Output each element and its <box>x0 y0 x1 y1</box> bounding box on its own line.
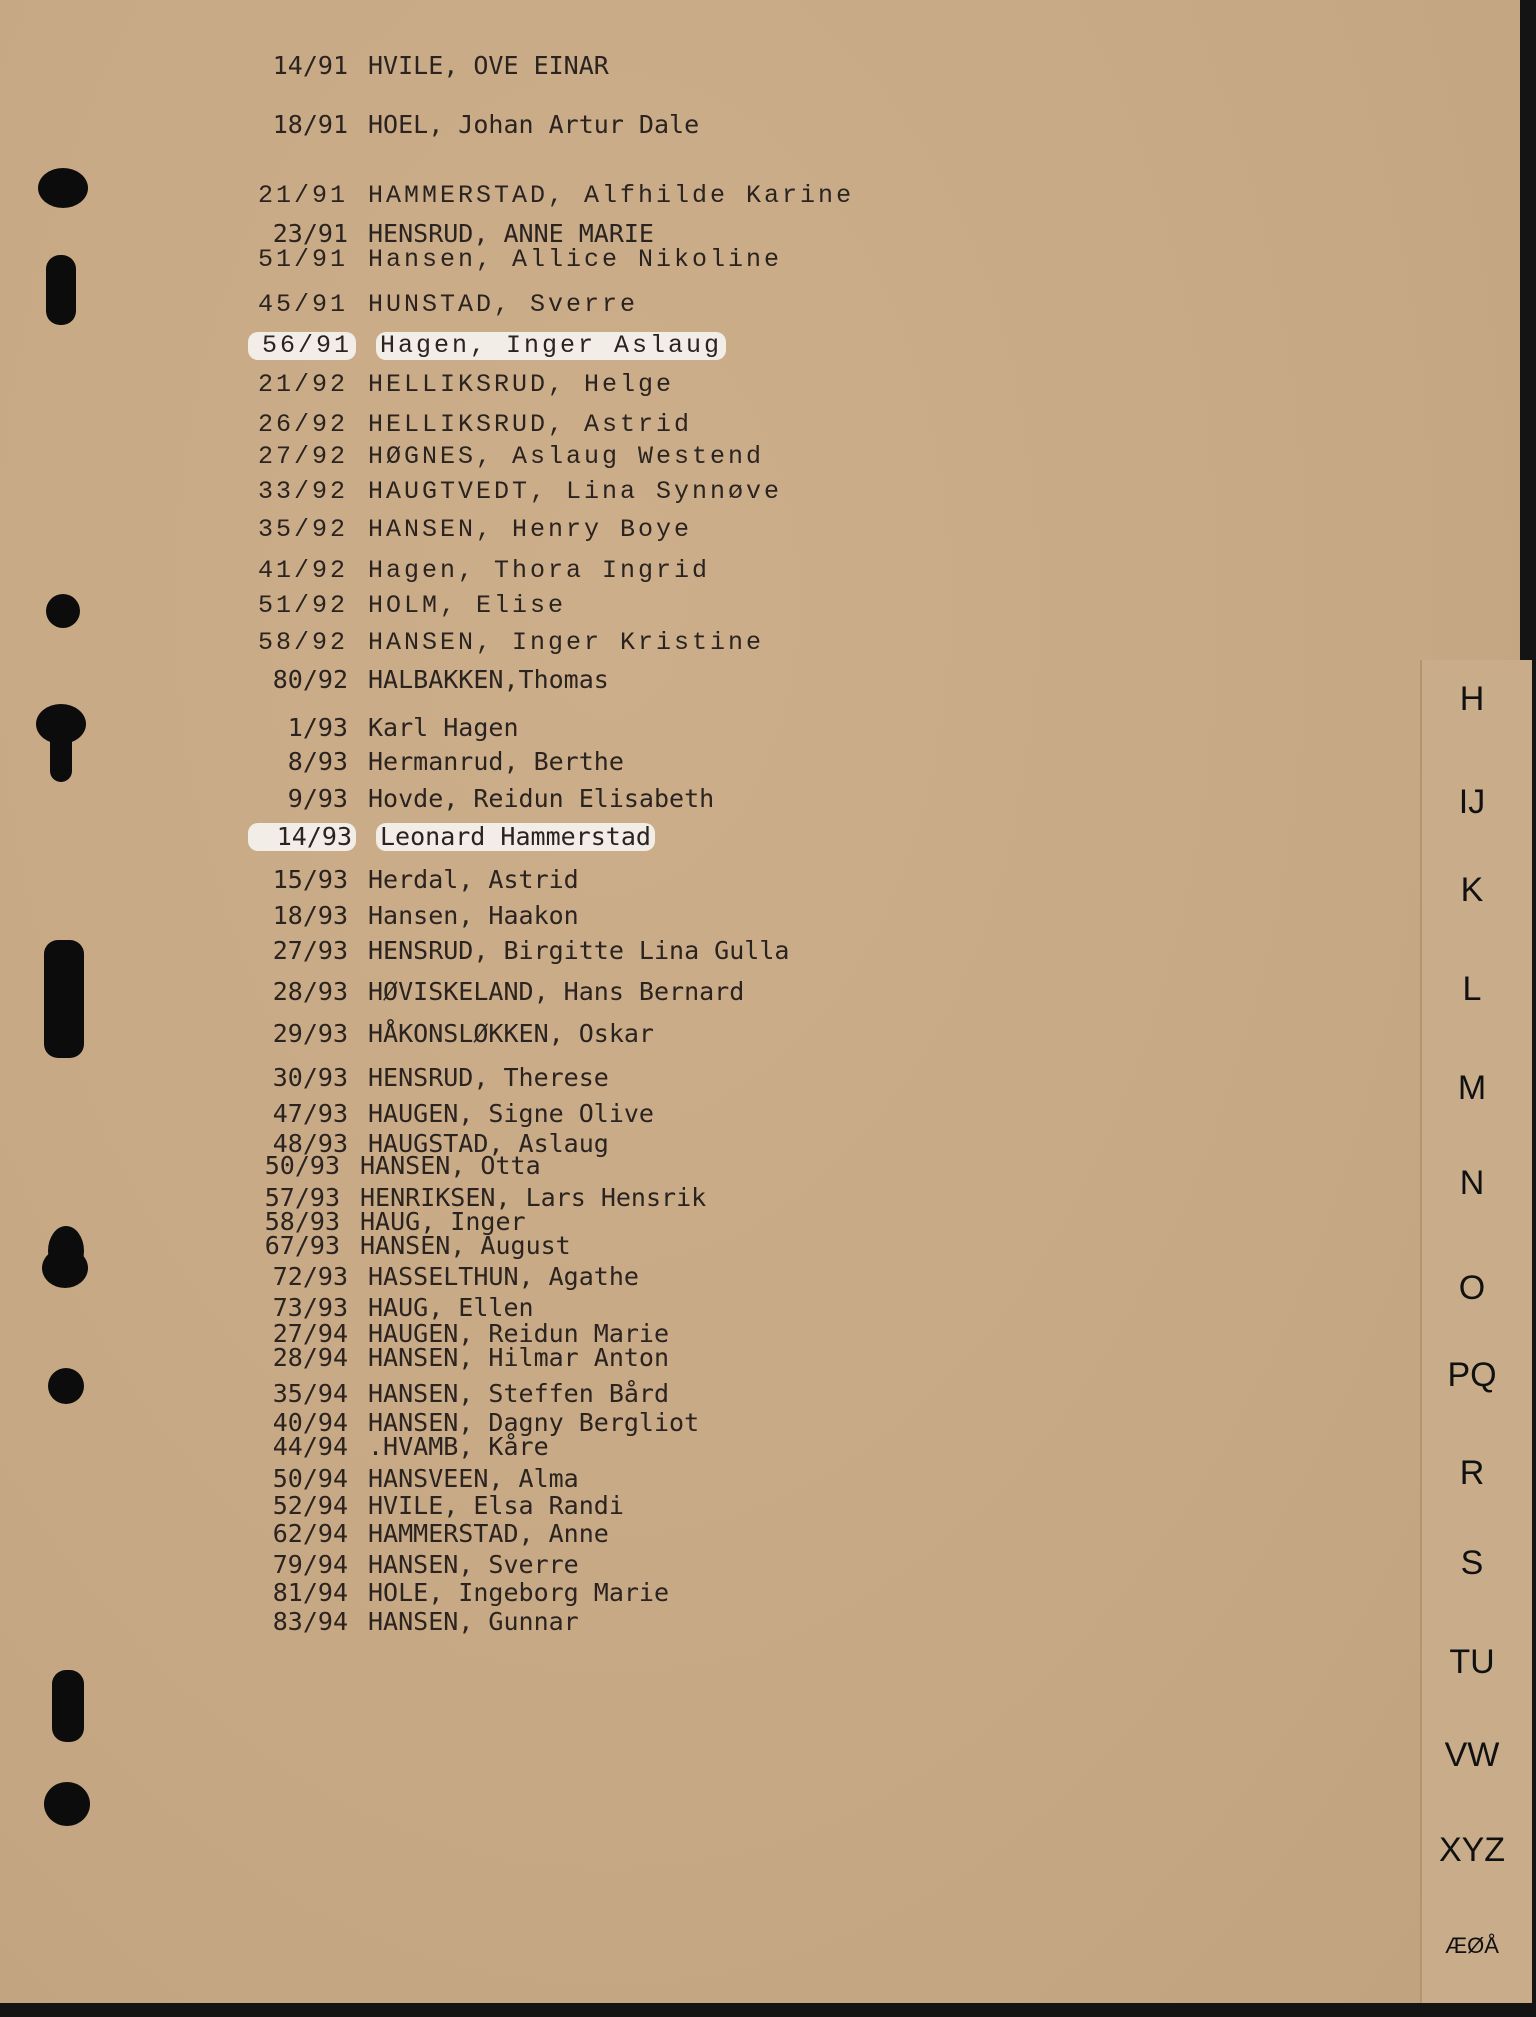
case-number: 73/93 <box>272 1293 348 1322</box>
case-number: 81/94 <box>272 1578 348 1607</box>
person-name: HANSEN, Gunnar <box>368 1607 579 1636</box>
case-number: 33/92 <box>257 477 348 506</box>
register-row <box>248 629 764 657</box>
person-name: HALBAKKEN,Thomas <box>368 665 609 694</box>
person-name: Hermanrud, Berthe <box>368 747 624 776</box>
person-name: Hovde, Reidun Elisabeth <box>368 784 715 813</box>
case-number: 79/94 <box>272 1550 348 1579</box>
index-tab-tu[interactable]: TU <box>1449 1643 1495 1681</box>
person-name: HENRIKSEN, Lars Hensrik <box>360 1183 707 1212</box>
case-number: 58/92 <box>257 628 348 657</box>
binder-hole <box>42 1248 88 1288</box>
person-name: HANSEN, Dagny Bergliot <box>368 1408 700 1437</box>
register-row <box>248 1263 639 1291</box>
register-row <box>248 1551 579 1579</box>
case-number: 15/93 <box>272 865 348 894</box>
person-name: .HVAMB, Kåre <box>368 1432 549 1461</box>
case-number: 83/94 <box>272 1607 348 1636</box>
case-number: 72/93 <box>272 1262 348 1291</box>
case-number: 8/93 <box>287 747 348 776</box>
register-row <box>248 443 764 471</box>
register-row-highlighted <box>248 332 726 360</box>
person-name: HANSEN, Steffen Bård <box>368 1379 670 1408</box>
person-name: HELLIKSRUD, Astrid <box>368 410 693 439</box>
person-name: Karl Hagen <box>368 713 519 742</box>
binder-hole <box>48 1368 84 1404</box>
person-name: Leonard Hammerstad <box>376 823 655 851</box>
case-number: 23/91 <box>272 219 348 248</box>
case-number: 14/93 <box>248 823 356 851</box>
binder-slot <box>44 940 84 1058</box>
case-number: 44/94 <box>272 1432 348 1461</box>
register-row <box>248 748 624 776</box>
register-row <box>248 1608 579 1636</box>
person-name: HENSRUD, Therese <box>368 1063 609 1092</box>
case-number: 50/94 <box>272 1464 348 1493</box>
binder-slot <box>46 255 76 325</box>
person-name: HØVISKELAND, Hans Bernard <box>368 977 745 1006</box>
register-row <box>248 1020 654 1048</box>
case-number: 56/91 <box>248 332 356 360</box>
case-number: 21/92 <box>257 370 348 399</box>
binder-hole <box>44 1782 90 1826</box>
register-row <box>248 1579 669 1607</box>
index-tab-s[interactable]: S <box>1460 1544 1484 1582</box>
index-tab-xyz[interactable]: XYZ <box>1438 1831 1506 1869</box>
register-row <box>248 478 782 506</box>
register-row <box>248 182 854 210</box>
register-row <box>248 666 609 694</box>
register-row <box>248 1344 669 1372</box>
person-name: HAUGTVEDT, Lina Synnøve <box>368 477 783 506</box>
register-row <box>248 1380 669 1408</box>
index-tab-strip <box>1420 660 1532 2003</box>
index-tab-k[interactable]: K <box>1460 871 1484 909</box>
person-name: HASSELTHUN, Agathe <box>368 1262 639 1291</box>
case-number: 18/91 <box>272 110 348 139</box>
register-row <box>240 1152 541 1180</box>
index-tab-r[interactable]: R <box>1459 1454 1485 1492</box>
person-name: Herdal, Astrid <box>368 865 579 894</box>
register-row <box>248 714 519 742</box>
case-number: 28/93 <box>272 977 348 1006</box>
register-row <box>240 1232 571 1260</box>
case-number: 52/94 <box>272 1491 348 1520</box>
register-row <box>248 1100 654 1128</box>
person-name: Hansen, Haakon <box>368 901 579 930</box>
index-tab-o[interactable]: O <box>1458 1269 1486 1307</box>
register-row <box>248 1433 549 1461</box>
binder-hole <box>46 594 80 628</box>
case-number: 35/94 <box>272 1379 348 1408</box>
case-number: 21/91 <box>257 181 348 210</box>
register-row <box>248 1064 609 1092</box>
case-number: 27/94 <box>272 1319 348 1348</box>
person-name: HOLM, Elise <box>368 591 567 620</box>
case-number: 40/94 <box>272 1408 348 1437</box>
case-number: 58/93 <box>264 1207 340 1236</box>
person-name: HØGNES, Aslaug Westend <box>368 442 765 471</box>
register-row <box>248 902 579 930</box>
case-number: 26/92 <box>257 410 348 439</box>
index-tab-m[interactable]: M <box>1457 1069 1487 1107</box>
case-number: 47/93 <box>272 1099 348 1128</box>
register-row <box>248 1294 534 1322</box>
case-number: 27/92 <box>257 442 348 471</box>
person-name: HANSEN, Henry Boye <box>368 515 693 544</box>
register-row <box>248 592 566 620</box>
person-name: HANSEN, Hilmar Anton <box>368 1343 670 1372</box>
person-name: HAUG, Inger <box>360 1207 526 1236</box>
person-name: HAUGEN, Signe Olive <box>368 1099 654 1128</box>
register-row <box>248 937 789 965</box>
index-tab-n[interactable]: N <box>1459 1164 1485 1202</box>
register-row <box>248 516 692 544</box>
case-number: 80/92 <box>272 665 348 694</box>
person-name: Hagen, Thora Ingrid <box>368 556 711 585</box>
person-name: Hagen, Inger Aslaug <box>376 332 726 360</box>
person-name: HANSEN, August <box>360 1231 571 1260</box>
person-name: HENSRUD, Birgitte Lina Gulla <box>368 936 790 965</box>
person-name: HAUG, Ellen <box>368 1293 534 1322</box>
register-row <box>248 1465 579 1493</box>
person-name: HELLIKSRUD, Helge <box>368 370 675 399</box>
register-row <box>248 785 714 813</box>
register-row <box>248 111 699 139</box>
case-number: 27/93 <box>272 936 348 965</box>
register-row <box>248 371 674 399</box>
case-number: 51/92 <box>257 591 348 620</box>
person-name: HVILE, OVE EINAR <box>368 51 609 80</box>
case-number: 62/94 <box>272 1519 348 1548</box>
person-name: HAMMERSTAD, Alfhilde Karine <box>368 181 855 210</box>
person-name: HAUGSTAD, Aslaug <box>368 1129 609 1158</box>
case-number: 45/91 <box>257 290 348 319</box>
register-row-highlighted <box>248 823 655 851</box>
case-number: 30/93 <box>272 1063 348 1092</box>
index-tab-ij[interactable]: IJ <box>1458 783 1486 821</box>
register-row <box>248 52 609 80</box>
case-number: 57/93 <box>264 1183 340 1212</box>
person-name: HVILE, Elsa Randi <box>368 1491 624 1520</box>
person-name: HENSRUD, ANNE MARIE <box>368 219 654 248</box>
person-name: HOEL, Johan Artur Dale <box>368 110 700 139</box>
register-row <box>248 978 744 1006</box>
register-row <box>248 1520 609 1548</box>
case-number: 41/92 <box>257 556 348 585</box>
person-name: HOLE, Ingeborg Marie <box>368 1578 670 1607</box>
register-row <box>248 246 782 274</box>
register-row <box>248 220 654 248</box>
person-name: Hansen, Allice Nikoline <box>368 245 783 274</box>
person-name: HUNSTAD, Sverre <box>368 290 639 319</box>
case-number: 48/93 <box>272 1129 348 1158</box>
case-number: 14/91 <box>272 51 348 80</box>
index-tab-h[interactable]: H <box>1459 680 1485 718</box>
person-name: HANSEN, Inger Kristine <box>368 628 765 657</box>
case-number: 28/94 <box>272 1343 348 1372</box>
case-number: 1/93 <box>287 713 348 742</box>
index-tab-l[interactable]: L <box>1462 970 1482 1008</box>
register-row <box>248 291 638 319</box>
register-row <box>248 557 710 585</box>
binder-slot <box>52 1670 84 1742</box>
case-number: 29/93 <box>272 1019 348 1048</box>
person-name: HANSVEEN, Alma <box>368 1464 579 1493</box>
binder-slot <box>50 730 72 782</box>
person-name: HÅKONSLØKKEN, Oskar <box>368 1019 654 1048</box>
register-row <box>248 1492 624 1520</box>
person-name: HAMMERSTAD, Anne <box>368 1519 609 1548</box>
case-number: 18/93 <box>272 901 348 930</box>
case-number: 35/92 <box>257 515 348 544</box>
case-number: 9/93 <box>287 784 348 813</box>
case-number: 67/93 <box>264 1231 340 1260</box>
person-name: HANSEN, Otta <box>360 1151 541 1180</box>
index-tab-vw[interactable]: VW <box>1444 1736 1500 1774</box>
register-row <box>248 866 579 894</box>
person-name: HAUGEN, Reidun Marie <box>368 1319 670 1348</box>
case-number: 50/93 <box>264 1151 340 1180</box>
index-tab-aeoa[interactable]: ÆØÅ <box>1445 1933 1499 1958</box>
binder-hole <box>38 168 88 208</box>
case-number: 51/91 <box>257 245 348 274</box>
register-row <box>248 411 692 439</box>
index-tab-pq[interactable]: PQ <box>1447 1356 1497 1394</box>
person-name: HANSEN, Sverre <box>368 1550 579 1579</box>
